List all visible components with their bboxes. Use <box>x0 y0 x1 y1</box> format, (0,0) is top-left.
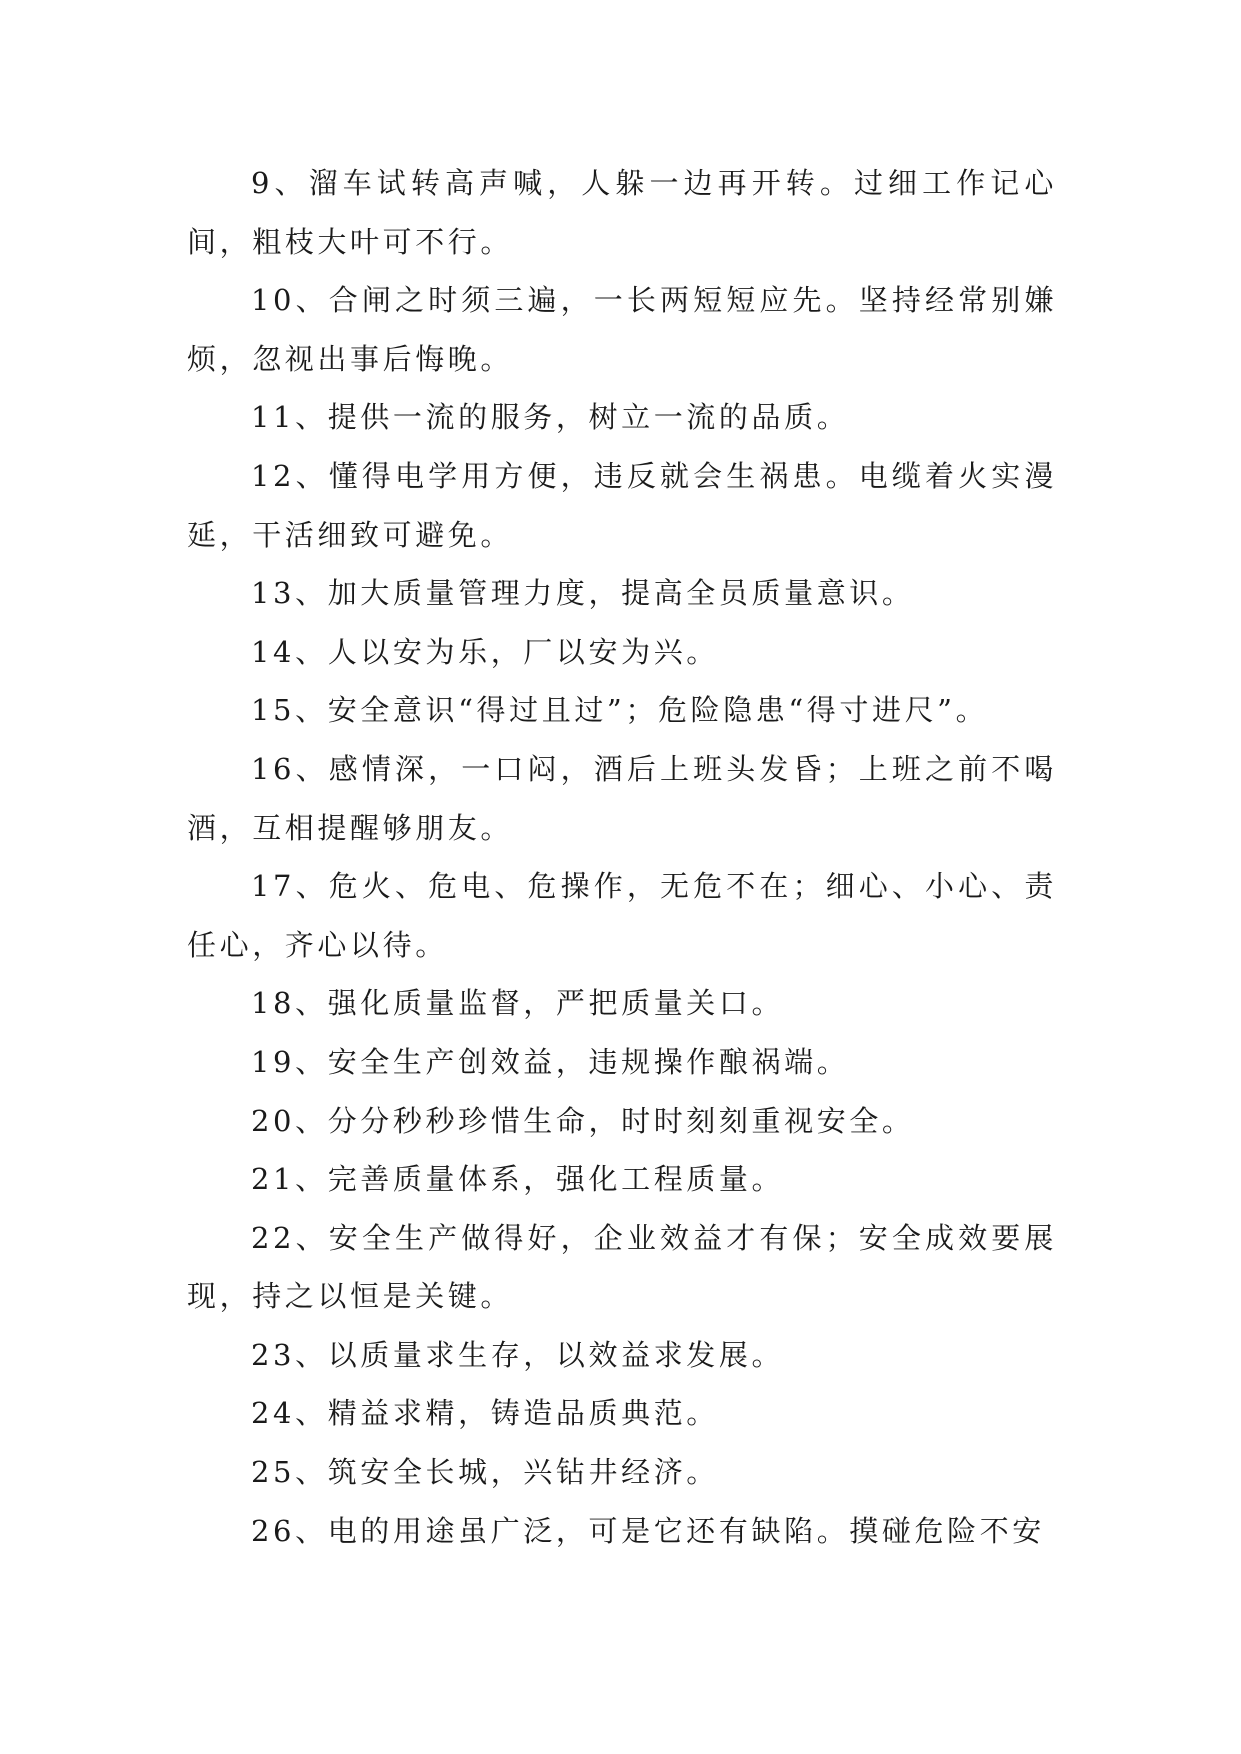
paragraph-9: 9、溜车试转高声喊，人躲一边再开转。过细工作记心间，粗枝大叶可不行。 <box>187 166 1057 259</box>
paragraph-12: 12、懂得电学用方便，违反就会生祸患。电缆着火实漫延，干活细致可避免。 <box>187 458 1057 552</box>
paragraph-15: 15、安全意识“得过且过”；危险隐患“得寸进尺”。 <box>251 693 989 728</box>
paragraph-10: 10、合闸之时须三遍，一长两短短应先。坚持经常别嫌烦，忽视出事后悔晚。 <box>187 283 1057 376</box>
document-body <box>187 154 1057 1560</box>
paragraph-18: 18、强化质量监督，严把质量关口。 <box>251 986 785 1021</box>
paragraph-14: 14、人以安为乐，厂以安为兴。 <box>251 634 719 669</box>
paragraph-17: 17、危火、危电、危操作，无危不在；细心、小心、责任心，齐心以待。 <box>187 869 1057 962</box>
paragraph-24: 24、精益求精，铸造品质典范。 <box>251 1396 719 1431</box>
paragraph-21: 21、完善质量体系，强化工程质量。 <box>251 1162 785 1197</box>
paragraph-22: 22、安全生产做得好，企业效益才有保；安全成效要展现，持之以恒是关键。 <box>187 1220 1057 1314</box>
paragraph-19: 19、安全生产创效益，违规操作酿祸端。 <box>251 1044 850 1079</box>
paragraph-20: 20、分分秒秒珍惜生命，时时刻刻重视安全。 <box>251 1103 915 1138</box>
paragraph-23: 23、以质量求生存，以效益求发展。 <box>251 1337 785 1372</box>
paragraph-25: 25、筑安全长城，兴钻井经济。 <box>251 1455 719 1490</box>
paragraph-16: 16、感情深，一口闷，酒后上班头发昏；上班之前不喝酒，互相提醒够朋友。 <box>187 751 1057 845</box>
paragraph-13: 13、加大质量管理力度，提高全员质量意识。 <box>251 576 915 611</box>
paragraph-11: 11、提供一流的服务，树立一流的品质。 <box>251 400 850 435</box>
paragraph-26: 26、电的用途虽广泛，可是它还有缺陷。摸碰危险不安 <box>251 1513 1045 1548</box>
